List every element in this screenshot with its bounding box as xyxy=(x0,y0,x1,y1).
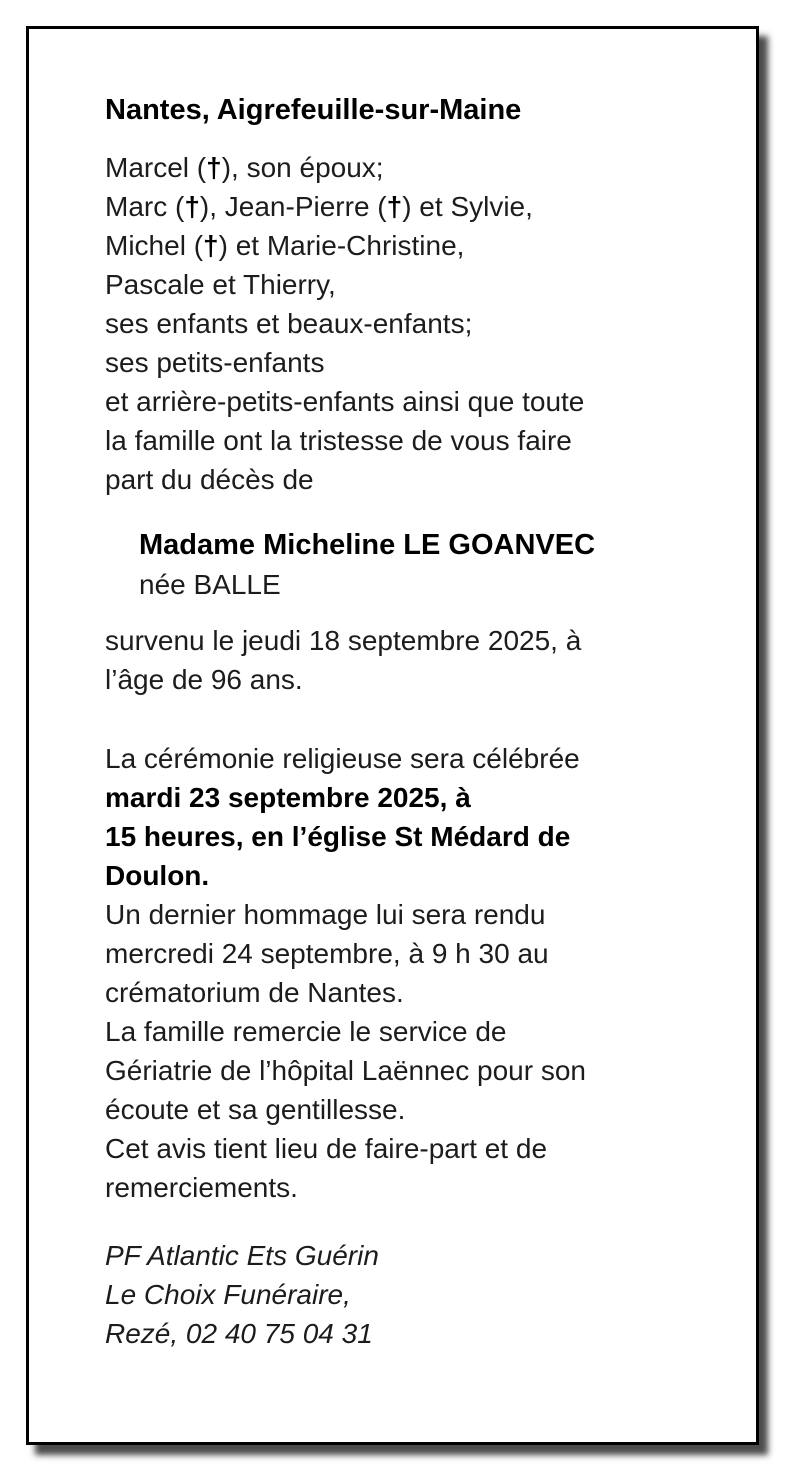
funeral-home-info xyxy=(105,1236,698,1353)
text-line: Un dernier hommage lui sera rendu xyxy=(105,899,546,930)
text-line: Le Choix Funéraire, xyxy=(105,1279,351,1310)
text-line: La famille remercie le service de xyxy=(105,1016,507,1047)
text-line: survenu le jeudi 18 septembre 2025, à xyxy=(105,625,582,656)
text-line: mercredi 24 septembre, à 9 h 30 au xyxy=(105,938,549,969)
deceased-name: Madame Micheline LE GOANVEC xyxy=(139,529,596,561)
text-line: remerciements. xyxy=(105,1172,298,1203)
text-line: Cet avis tient lieu de faire-part et de xyxy=(105,1133,548,1164)
text-line: PF Atlantic Ets Guérin xyxy=(105,1240,379,1271)
text-line: Marc (†), Jean-Pierre (†) et Sylvie, xyxy=(105,191,533,222)
family-paragraph xyxy=(105,148,698,499)
deceased-name-block xyxy=(105,525,698,605)
text-line: Rezé, 02 40 75 04 31 xyxy=(105,1318,373,1349)
deceased-cross-icon: † xyxy=(206,152,222,183)
deceased-cross-icon: † xyxy=(386,191,403,222)
text-line: crématorium de Nantes. xyxy=(105,977,404,1008)
text-line: Pascale et Thierry, xyxy=(105,269,336,300)
text-line: Marcel (†), son époux; xyxy=(105,152,384,183)
text-line: ses petits-enfants xyxy=(105,347,325,378)
text-line: part du décès de xyxy=(105,464,314,495)
ceremony-paragraph xyxy=(105,739,698,1207)
text-line: La cérémonie religieuse sera célébrée xyxy=(105,743,580,774)
obituary-card xyxy=(26,26,759,1445)
text-line: Doulon. xyxy=(105,860,210,891)
text-line: mardi 23 septembre 2025, à xyxy=(105,782,471,813)
text-line: écoute et sa gentillesse. xyxy=(105,1094,406,1125)
text-line: la famille ont la tristesse de vous faire xyxy=(105,425,572,456)
text-line: Gériatrie de l’hôpital Laënnec pour son xyxy=(105,1055,586,1086)
text-line: et arrière-petits-enfants ainsi que toute xyxy=(105,386,585,417)
text-line: ses enfants et beaux-enfants; xyxy=(105,308,473,339)
deceased-cross-icon: † xyxy=(203,230,219,261)
death-date-paragraph xyxy=(105,621,698,699)
text-line: 15 heures, en l’église St Médard de xyxy=(105,821,571,852)
deceased-maiden-name: née BALLE xyxy=(139,569,281,600)
deceased-cross-icon: † xyxy=(184,191,200,222)
text-line: l’âge de 96 ans. xyxy=(105,664,303,695)
text-line: Michel (†) et Marie-Christine, xyxy=(105,230,465,261)
location-header: Nantes, Aigrefeuille-sur-Maine xyxy=(105,94,522,126)
